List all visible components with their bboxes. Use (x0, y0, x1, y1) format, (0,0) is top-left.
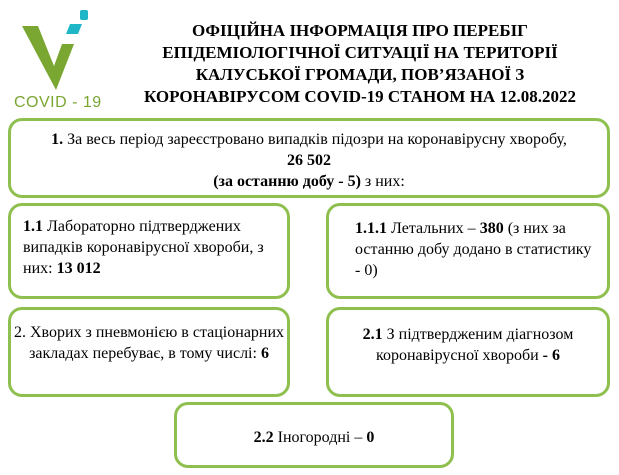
title-line: ЕПІДЕМІОЛОГІЧНОЇ СИТУАЦІЇ НА ТЕРИТОРІЇ (162, 43, 558, 62)
box1-description (11, 129, 607, 150)
box1-suffix: з них: (360, 173, 405, 190)
box1-daily: (за останню добу - 5) (213, 173, 361, 190)
page-title (110, 20, 610, 108)
box2-2-number: 2.2 (253, 429, 274, 446)
box1-1-1-text: Летальних – (387, 220, 480, 237)
box2-2-text: Іногородні – (273, 429, 367, 446)
box1-1-text: Лабораторно підтверджених випадків коронавірусної хвороби, з них: (23, 218, 264, 277)
box-nonresidents (174, 402, 454, 468)
box-pneumonia-hospitalized (8, 307, 290, 397)
box2-text: 2. Хворих з пневмонією в стаціонарних закладах перебуває, в тому числі: (13, 324, 285, 362)
box-deaths (326, 203, 610, 299)
logo-caption: COVID - 19 (14, 94, 102, 111)
box2-1-text: З підтвердженим діагнозом коронавірусної хвороби (376, 326, 574, 364)
box2-1-number: 2.1 (362, 326, 383, 343)
title-line: КАЛУСЬКОЇ ГРОМАДИ, ПОВ’ЯЗАНОЇ З (195, 65, 525, 84)
box-lab-confirmed (8, 203, 290, 299)
v-checkmark-icon (16, 4, 96, 94)
box2-1-value: - 6 (542, 347, 560, 364)
box1-1-value: 13 012 (56, 260, 101, 277)
box2-2-value: 0 (366, 429, 375, 446)
box2-value: 6 (260, 345, 269, 362)
box1-1-1-note: (з них за останню добу додано в статистику - 0) (355, 220, 592, 279)
box1-1-1-number: 1.1.1 (355, 220, 387, 237)
covid-logo (8, 4, 108, 114)
box1-1-1-value: 380 (479, 220, 504, 237)
box1-text: За весь період зареєстровано випадків підозри на коронавірусну хворобу, (63, 131, 567, 148)
box1-value: 26 502 (287, 152, 331, 169)
title-line: КОРОНАВІРУСОМ COVID-19 СТАНОМ НА 12.08.2022 (144, 87, 576, 106)
title-line: ОФІЦІЙНА ІНФОРМАЦІЯ ПРО ПЕРЕБІГ (191, 21, 528, 40)
box1-number: 1. (51, 131, 64, 148)
box1-1-number: 1.1 (23, 218, 43, 235)
box-confirmed-covid-hospitalized (326, 307, 610, 397)
box1-daily-line (11, 171, 607, 192)
box-total-suspected (8, 118, 610, 198)
